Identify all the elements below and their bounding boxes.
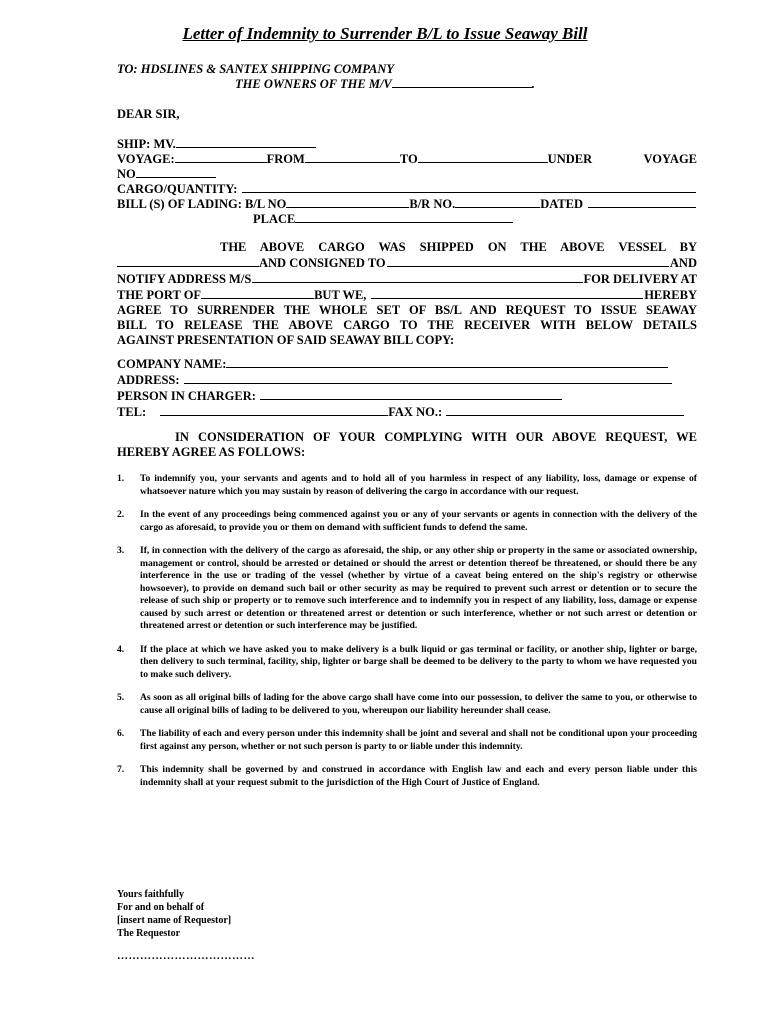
- notify-blank[interactable]: [252, 271, 582, 283]
- clause-text: As soon as all original bills of lading for the above cargo shall have come into our possession, to deliver the same to you, or otherwise to cause all original bills of lading to be delivered to you, whereupon our liability hereunder shall cease.: [140, 692, 697, 716]
- shipped-paragraph: THE ABOVE CARGO WAS SHIPPED ON THE ABOVE VESSEL BY AND CONSIGNED TO AND NOTIFY ADDRESS M/S FOR DELIVERY AT THE PORT OF BUT WE, HEREBY AGREE TO SURRENDER THE WHOLE SET OF BS/L AND REQUEST TO ISSUE SEAWAY BILL TO RELEASE THE ABOVE CARGO TO THE RECEIVER WITH BELOW DETAILS AGAINST PRESENTATION OF SAID SEAWAY BILL COPY:: [117, 240, 697, 347]
- clause-text: In the event of any proceedings being commenced against you or any of your servants or agents in connection with the delivery of the cargo as aforesaid, to provide you or them on demand with sufficient funds to defend the same.: [140, 509, 697, 533]
- clause-item: [117, 728, 697, 753]
- clause-number: 4.: [117, 643, 125, 655]
- vessel-name-blank[interactable]: [392, 76, 532, 88]
- clause-item: [117, 509, 697, 534]
- clause-text: The liability of each and every person under this indemnity shall be joint and several and shall not be conditional upon your proceeding first against any person, whether or not such person is party to or liable under this indemnity.: [140, 728, 697, 752]
- voyage-row: VOYAGE: FROM TO UNDER VOYAGE: [117, 152, 697, 166]
- clause-number: 3.: [117, 545, 125, 556]
- agree-line: AGREE TO SURRENDER THE WHOLE SET OF BS/L AND REQUEST TO ISSUE SEAWAY: [117, 303, 697, 317]
- clause-list: [117, 473, 697, 800]
- place-row: PLACE: [117, 211, 697, 227]
- ship-row: SHIP: MV.: [117, 136, 697, 152]
- bl-no-blank[interactable]: [286, 196, 409, 208]
- voyage-no-blank[interactable]: [136, 166, 216, 178]
- bl-row: BILL (S) OF LADING: B/L NO B/R NO. DATED: [117, 196, 697, 212]
- cargo-row: CARGO/QUANTITY:: [117, 181, 697, 197]
- clause-text: If the place at which we have asked you to make delivery is a bulk liquid or gas terminal or facility, or another ship, lighter or barge, then delivery to such terminal, facility, ship, lighter or barge shall be deemed to be delivery to the party to whom we have requested you to make such delivery.: [140, 643, 697, 680]
- person-in-charge-blank[interactable]: [260, 388, 562, 400]
- br-no-blank[interactable]: [455, 196, 540, 208]
- clause-text: This indemnity shall be governed by and construed in accordance with English law and each and every person liable under this indemnity shall at your request submit to the jurisdiction of the High Court of Justice of England.: [140, 764, 697, 788]
- voyage-blank[interactable]: [175, 151, 267, 163]
- salutation: DEAR SIR,: [117, 107, 180, 121]
- to-blank[interactable]: [418, 151, 548, 163]
- port-blank[interactable]: [201, 287, 314, 299]
- clause-item: [117, 692, 697, 717]
- company-we-blank[interactable]: [371, 287, 643, 299]
- ship-name-blank[interactable]: [176, 136, 316, 148]
- document-title: Letter of Indemnity to Surrender B/L to Issue Seaway Bill: [182, 24, 588, 43]
- clause-item: [117, 764, 697, 789]
- place-blank[interactable]: [295, 211, 513, 223]
- addressee-line: TO: HDSLINES & SANTEX SHIPPING COMPANY: [117, 62, 395, 76]
- receiver-details: COMPANY NAME: ADDRESS: PERSON IN CHARGER: TEL: FAX NO.:: [117, 356, 697, 420]
- cargo-blank[interactable]: [242, 181, 696, 193]
- signature-line[interactable]: ………………………………: [117, 950, 255, 962]
- signoff-line: Yours faithfully: [117, 889, 184, 900]
- tel-blank[interactable]: [160, 404, 388, 416]
- presentation-line: AGAINST PRESENTATION OF SAID SEAWAY BILL COPY:: [117, 333, 455, 347]
- requestor-title-line: The Requestor: [117, 928, 181, 939]
- clause-text: To indemnify you, your servants and agents and to hold all of you harmless in respect of any liability, loss, damage or expense of whatsoever nature which you may sustain by reason of delivering the cargo in accordance with our request.: [140, 473, 697, 497]
- from-blank[interactable]: [305, 151, 400, 163]
- clause-item: [117, 545, 697, 633]
- requestor-name-line: [insert name of Requestor]: [117, 915, 232, 926]
- dated-blank[interactable]: [588, 196, 696, 208]
- address-blank[interactable]: [184, 372, 672, 384]
- addressee-block: [117, 62, 535, 91]
- voyage-no-row: NO: [117, 166, 697, 182]
- clause-number: 1.: [117, 473, 125, 484]
- clause-number: 6.: [117, 728, 125, 739]
- owners-line: THE OWNERS OF THE M/V .: [235, 77, 535, 91]
- release-line: BILL TO RELEASE THE ABOVE CARGO TO THE RECEIVER WITH BELOW DETAILS: [117, 318, 697, 332]
- clause-item: [117, 644, 697, 682]
- company-name-blank[interactable]: [226, 356, 668, 368]
- consignee-blank[interactable]: [387, 255, 669, 267]
- clause-text: If, in connection with the delivery of the cargo as aforesaid, the ship, or any other ship or property in the same or associated ownership, management or control, should be arrested or detained or should the arrest or detention thereof be threatened, or should there be any interference in the use or trading of the vessel (whether by virtue of a caveat being entered on the ship's registry or otherwise howsoever), to provide on demand such bail or other security as may be required to prevent such arrest or detention or to secure the release of such ship or property or to remove such interference and to indemnify you in respect of any liability, loss, damage or expense caused by such arrest or detention or threatened arrest or detention or such interference, whether or not such arrest or detention or threatened arrest or detention or such interference may be justified.: [140, 545, 697, 631]
- shipper-blank[interactable]: [117, 255, 259, 267]
- signoff-block: [117, 888, 231, 940]
- fax-blank[interactable]: [446, 404, 684, 416]
- clause-item: [117, 473, 697, 498]
- clause-number: 2.: [117, 509, 125, 520]
- clause-number: 7.: [117, 764, 125, 775]
- clause-number: 5.: [117, 692, 125, 703]
- consideration-paragraph: IN CONSIDERATION OF YOUR COMPLYING WITH OUR ABOVE REQUEST, WE HEREBY AGREE AS FOLLOWS:: [117, 430, 697, 459]
- on-behalf-line: For and on behalf of: [117, 902, 205, 913]
